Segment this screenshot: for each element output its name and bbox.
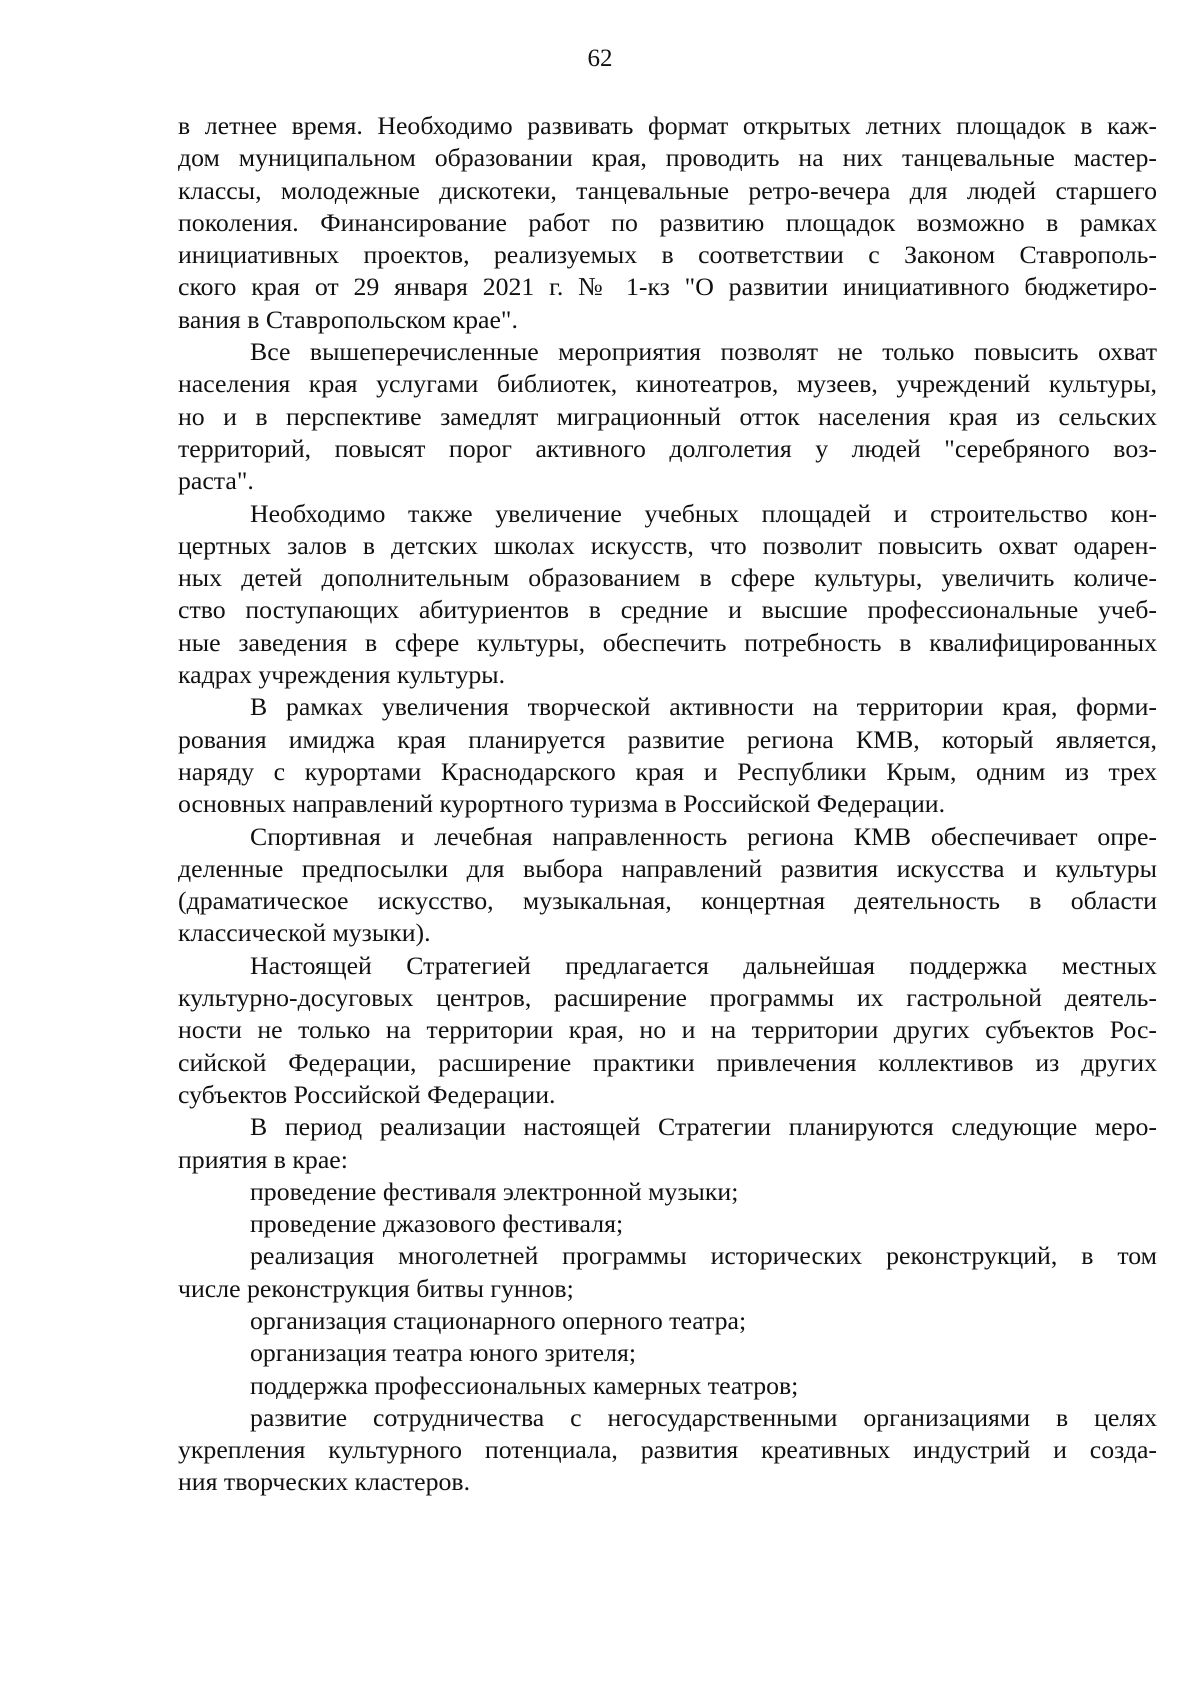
text-line: поддержка профессиональных камерных театров; xyxy=(250,1370,799,1400)
text-line: дом муниципальном образовании края, проводить на них танцевальные мастер- xyxy=(178,143,1157,173)
text-line: субъектов Российской Федерации. xyxy=(178,1079,556,1109)
text-line: организация театра юного зрителя; xyxy=(250,1338,636,1368)
text-line: Все вышеперечисленные мероприятия позволят не только повысить охват xyxy=(250,337,1157,367)
text-line: поколения. Финансирование работ по развитию площадок возможно в рамках xyxy=(178,207,1157,237)
text-line: укрепления культурного потенциала, развития креативных индустрий и созда- xyxy=(178,1435,1157,1465)
text-line: вания в Ставропольском крае". xyxy=(178,304,518,334)
text-line: ности не только на территории края, но и на территории других субъектов Рос- xyxy=(178,1015,1157,1045)
text-line: проведение фестиваля электронной музыки; xyxy=(250,1176,739,1206)
text-line: деленные предпосылки для выбора направлений развития искусства и культуры xyxy=(178,853,1157,883)
text-line: классы, молодежные дискотеки, танцевальные ретро-вечера для людей старшего xyxy=(178,175,1157,205)
text-line: проведение джазового фестиваля; xyxy=(250,1209,624,1239)
text-line: культурно-досуговых центров, расширение программы их гастрольной деятель- xyxy=(178,983,1157,1013)
text-line: ных детей дополнительным образованием в сфере культуры, увеличить количе- xyxy=(178,563,1157,593)
text-line: организация стационарного оперного театра; xyxy=(250,1305,747,1335)
text-line: наряду с курортами Краснодарского края и Республики Крым, одним из трех xyxy=(178,756,1157,786)
text-line: рования имиджа края планируется развитие региона КМВ, который является, xyxy=(178,724,1157,754)
text-line: инициативных проектов, реализуемых в соответствии с Законом Ставрополь- xyxy=(178,240,1157,270)
text-line: основных направлений курортного туризма в Российской Федерации. xyxy=(178,789,946,819)
text-line: развитие сотрудничества с негосударственными организациями в целях xyxy=(250,1402,1157,1432)
text-line: в летнее время. Необходимо развивать формат открытых летних площадок в каж- xyxy=(178,111,1157,140)
text-line: классической музыки). xyxy=(178,918,431,948)
text-line: но и в перспективе замедлят миграционный отток населения края из сельских xyxy=(178,401,1157,431)
text-line: ния творческих кластеров. xyxy=(178,1467,471,1497)
text-line: Спортивная и лечебная направленность региона КМВ обеспечивает опре- xyxy=(250,821,1157,851)
text-line: реализация многолетней программы исторических реконструкций, в том xyxy=(250,1241,1157,1271)
page-number: 62 xyxy=(587,45,613,72)
text-line: Настоящей Стратегией предлагается дальнейшая поддержка местных xyxy=(250,950,1157,980)
text-line: (драматическое искусство, музыкальная, концертная деятельность в области xyxy=(178,886,1157,916)
text-line: кадрах учреждения культуры. xyxy=(178,660,506,690)
text-line: ского края от 29 января 2021 г. № 1-кз "О развитии инициативного бюджетиро- xyxy=(178,272,1157,302)
text-line: раста". xyxy=(178,466,254,496)
text-line: территорий, повысят порог активного долголетия у людей "серебряного воз- xyxy=(178,433,1157,463)
text-line: приятия в крае: xyxy=(178,1144,348,1174)
text-line: ство поступающих абитуриентов в средние и высшие профессиональные учеб- xyxy=(178,595,1157,625)
text-line: В период реализации настоящей Стратегии планируются следующие меро- xyxy=(250,1112,1157,1142)
text-line: ные заведения в сфере культуры, обеспечить потребность в квалифицированных xyxy=(178,627,1157,657)
text-line: числе реконструкция битвы гуннов; xyxy=(178,1273,574,1303)
body-text xyxy=(178,110,1157,1499)
text-line: Необходимо также увеличение учебных площадей и строительство кон- xyxy=(250,498,1157,528)
text-line: населения края услугами библиотек, кинотеатров, музеев, учреждений культуры, xyxy=(178,369,1157,399)
text-line: цертных залов в детских школах искусств, что позволит повысить охват одарен- xyxy=(178,530,1157,560)
text-line: В рамках увеличения творческой активности на территории края, форми- xyxy=(250,692,1157,722)
text-line: сийской Федерации, расширение практики привлечения коллективов из других xyxy=(178,1047,1157,1077)
